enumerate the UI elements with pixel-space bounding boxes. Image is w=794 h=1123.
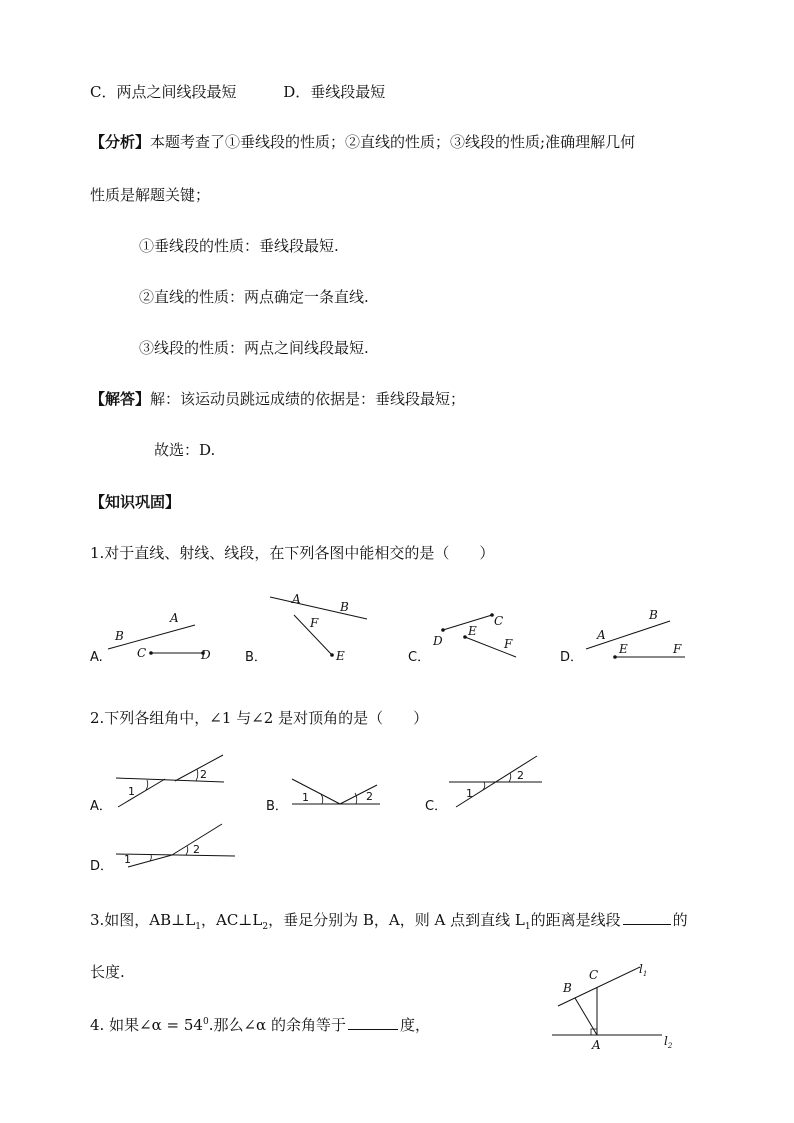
label-e: E [468,624,477,638]
option-d: D．垂线段最短 [283,83,386,101]
q1-option-b: B． [245,650,267,665]
label-c: C [589,968,599,982]
angle-1-label: 1 [302,791,309,804]
label-l1: $l_1$ [639,962,648,978]
angle-1-label: 1 [128,785,135,798]
q1-figure-c [408,613,516,665]
q1-figures [80,585,720,675]
q4-sup: 0 [202,1017,209,1027]
label-a: A [292,592,301,606]
q3-answer-blank[interactable] [623,910,671,925]
q2-figure-d [90,824,235,874]
angle-1-label: 1 [124,853,131,866]
q2-option-c: C． [425,799,448,814]
q2-figure-a [90,755,224,814]
analysis-line [90,132,635,152]
label-b: B [115,629,124,643]
question-3 [90,910,688,937]
answer-tag: 【解答】 [90,390,151,408]
q2-option-d: D． [90,859,114,874]
q2-option-a: A． [90,799,112,814]
q1-figure-b [245,592,367,665]
q1-figure-a [90,611,211,665]
q2-figure-c [425,756,542,814]
q3-text-4: 的距离是线段 [530,911,621,929]
label-a: A [170,611,179,625]
label-b: B [649,608,658,622]
point-2: ②直线的性质：两点确定一条直线. [139,288,369,306]
q1-option-c: C． [408,650,431,665]
analysis-text: 本题考查了①垂线段的性质；②直线的性质；③线段的性质;准确理解几何 [150,133,636,151]
angle-2-label: 2 [193,843,200,856]
label-f: F [504,637,513,651]
q2-figures [80,745,560,875]
label-f: F [310,616,319,630]
label-e: E [336,649,345,663]
q1-option-a: A. [90,650,103,665]
analysis-line-2: 性质是解题关键； [90,186,211,204]
label-l2: $l_2$ [664,1034,673,1050]
question-4 [90,1012,430,1035]
q4-answer-blank[interactable] [348,1015,398,1030]
q4-text-3: 度， [399,1016,430,1034]
label-b: B [340,600,349,614]
question-2: 2.下列各组角中，∠1 与∠2 是对顶角的是（ ） [90,709,429,727]
q1-figure-d [560,608,685,665]
angle-1-label: 1 [466,787,473,800]
choice-line: 故选：D. [154,441,216,459]
angle-2-label: 2 [517,769,524,782]
label-e: E [619,642,628,656]
q3-figure [545,955,690,1055]
section-title: 【知识巩固】 [90,493,181,511]
question-1: 1.对于直线、射线、线段，在下列各图中能相交的是（ ） [90,544,495,562]
label-a: A [592,1038,601,1052]
label-a: A [597,628,606,642]
label-d: D [201,648,211,662]
options-cd-line [90,82,385,102]
question-3-line-2: 长度. [90,963,125,981]
q3-text-2: ，AC⊥L [200,911,263,929]
q4-text-1: 4. 如果∠α = 54 [90,1016,203,1034]
q3-text-5: 的 [672,911,688,929]
label-c: C [137,646,147,660]
analysis-tag: 【分析】 [90,133,151,151]
label-d: D [433,634,443,648]
point-1: ①垂线段的性质：垂线段最短. [139,237,339,255]
q3-text-1: 3.如图，AB⊥L [90,911,196,929]
label-c: C [494,614,504,628]
q3-text-3: ，垂足分别为 B，A，则 A 点到直线 L [268,911,525,929]
option-c: C．两点之间线段最短 [90,83,237,101]
q4-text-2: .那么∠α 的余角等于 [208,1016,346,1034]
angle-2-label: 2 [366,790,373,803]
q2-figure-b [266,779,380,814]
label-f: F [673,642,682,656]
q3-sub-1: 1 [195,922,201,932]
q2-option-b: B． [266,799,288,814]
q3-sub-3: 1 [524,922,531,932]
angle-2-label: 2 [200,768,207,781]
q3-sub-2: 2 [262,922,269,932]
answer-line [90,389,465,409]
label-b: B [563,981,572,995]
answer-text: 解：该运动员跳远成绩的依据是：垂线段最短； [150,390,466,408]
q1-option-d: D． [560,650,584,665]
point-3: ③线段的性质：两点之间线段最短. [139,339,369,357]
